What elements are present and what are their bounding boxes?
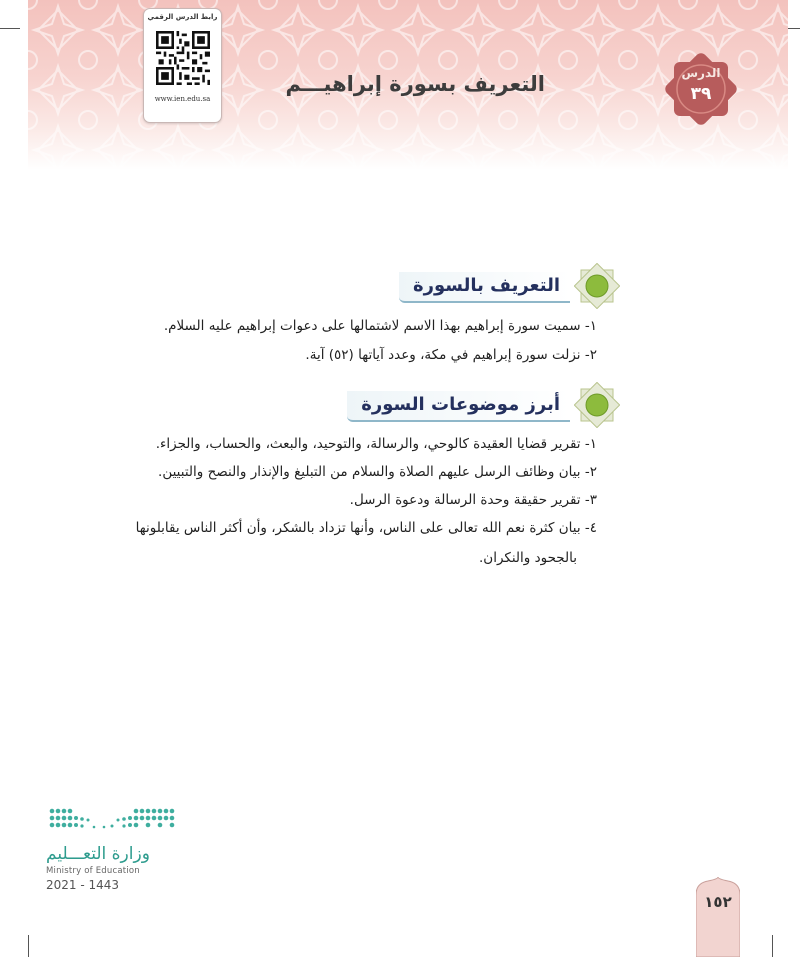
octagon-star-icon [574,263,620,309]
section-title: التعريف بالسورة [399,272,570,303]
list-item: ٢- نزلت سورة إبراهيم في مكة، وعدد آياتها (٥٢) آية. [305,347,597,363]
list-item: ١- سميت سورة إبراهيم بهذا الاسم لاشتمالها على دعوات إبراهيم عليه السلام. [163,318,597,334]
list-item: ١- تقرير قضايا العقيدة كالوحي، والرسالة، والتوحيد، والبعث، والحساب، والجزاء. [155,436,597,452]
qr-code-icon[interactable] [156,31,210,85]
section-heading [200,382,620,426]
list-item: ٢- بيان وظائف الرسل عليهم الصلاة والسلام من التبليغ والإنذار والنصح والتبيين. [158,464,597,480]
digital-lesson-link-card[interactable] [143,8,222,123]
qr-caption: رابط الدرس الرقمي [147,13,218,21]
edition-year: 2021 - 1443 [46,878,120,892]
crop-mark [0,28,20,29]
octagon-star-icon [574,382,620,428]
lesson-number: ٣٩ [690,84,712,104]
list-item: ٣- تقرير حقيقة وحدة الرسالة ودعوة الرسل. [349,492,597,508]
crop-mark [772,935,773,957]
page-number: ١٥٢ [704,893,732,911]
list-item-continuation: بالجحود والنكران. [478,550,577,566]
crop-mark [28,935,29,957]
lesson-title: التعريف بسورة إبراهيـــم [285,72,545,96]
lesson-label: الدرس [681,66,721,80]
ministry-logo [46,805,180,835]
list-item: ٤- بيان كثرة نعم الله تعالى على الناس، وأنها تزداد بالشكر، وأن أكثر الناس يقابلونها [135,520,597,536]
qr-url[interactable]: www.ien.edu.sa [154,95,211,103]
ministry-name-english: Ministry of Education [46,866,140,876]
section-title: أبرز موضوعات السورة [347,391,570,422]
section-heading [200,263,620,307]
page-number-tab [696,877,740,957]
ministry-name-arabic: وزارة التعـــليم [46,844,150,864]
